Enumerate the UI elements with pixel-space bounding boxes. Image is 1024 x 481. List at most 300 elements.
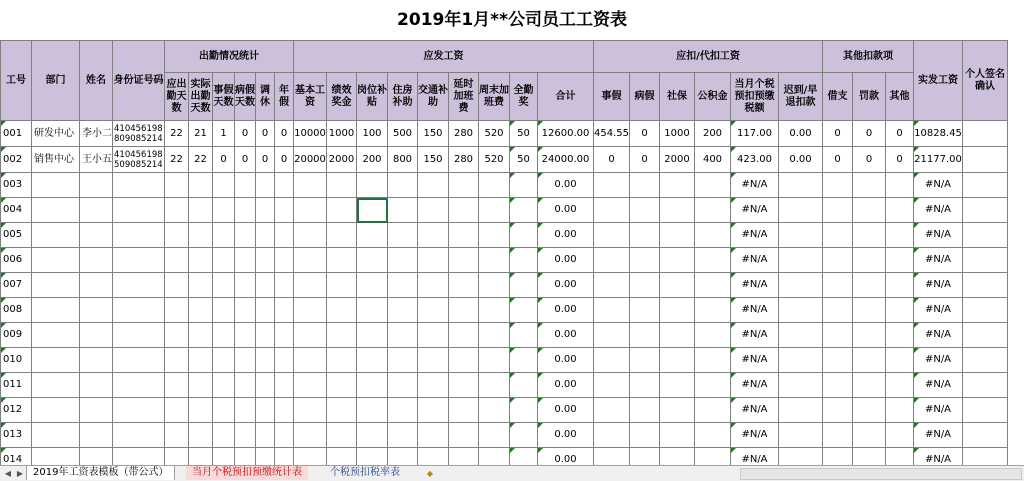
cell-transport[interactable]	[418, 223, 449, 248]
cell-idcard[interactable]	[113, 298, 165, 323]
cell-idcard[interactable]	[113, 223, 165, 248]
cell-sick-ded[interactable]	[630, 198, 660, 223]
cell-sick-days[interactable]	[235, 298, 256, 323]
cell-shift-off[interactable]	[256, 198, 275, 223]
cell-loan[interactable]	[823, 298, 853, 323]
cell-sick-days[interactable]	[235, 348, 256, 373]
cell-due-days[interactable]	[165, 398, 189, 423]
cell-shift-off[interactable]	[256, 298, 275, 323]
cell-base[interactable]	[294, 273, 327, 298]
cell-leave-ded[interactable]	[594, 223, 630, 248]
cell-tax[interactable]: #N/A	[731, 248, 779, 273]
cell-overtime[interactable]: 280	[449, 147, 479, 173]
cell-post[interactable]: 100	[357, 121, 388, 147]
cell-other[interactable]	[886, 348, 914, 373]
cell-social[interactable]: 2000	[660, 147, 695, 173]
cell-tax[interactable]: #N/A	[731, 373, 779, 398]
cell-tax[interactable]: #N/A	[731, 223, 779, 248]
cell-dept[interactable]	[32, 173, 80, 198]
cell-late[interactable]	[779, 398, 823, 423]
sheet-tab-tax-rates[interactable]: 个税预扣税率表	[330, 467, 400, 478]
cell-transport[interactable]	[418, 373, 449, 398]
cell-dept[interactable]: 销售中心	[32, 147, 80, 173]
cell-actual-days[interactable]: 22	[189, 147, 213, 173]
cell-dept[interactable]	[32, 198, 80, 223]
cell-tax[interactable]: 423.00	[731, 147, 779, 173]
cell-shift-off[interactable]: 0	[256, 121, 275, 147]
cell-weekend[interactable]	[479, 248, 510, 273]
cell-post[interactable]	[357, 298, 388, 323]
cell-id[interactable]: 005	[1, 223, 32, 248]
cell-actual-days[interactable]	[189, 323, 213, 348]
cell-shift-off[interactable]	[256, 398, 275, 423]
cell-overtime[interactable]	[449, 298, 479, 323]
cell-base[interactable]	[294, 323, 327, 348]
cell-transport[interactable]	[418, 298, 449, 323]
cell-late[interactable]	[779, 423, 823, 448]
cell-due-days[interactable]	[165, 373, 189, 398]
cell-name[interactable]	[80, 198, 113, 223]
cell-total[interactable]: 12600.00	[538, 121, 594, 147]
cell-id[interactable]: 011	[1, 373, 32, 398]
cell-fine[interactable]	[853, 348, 886, 373]
col-header-id[interactable]: 工号	[1, 41, 32, 121]
cell-sick-ded[interactable]: 0	[630, 121, 660, 147]
cell-shift-off[interactable]	[256, 223, 275, 248]
cell-shift-off[interactable]	[256, 173, 275, 198]
col-header-post[interactable]: 岗位补贴	[357, 73, 388, 121]
cell-housing[interactable]	[388, 298, 418, 323]
cell-weekend[interactable]	[479, 373, 510, 398]
cell-sign[interactable]	[963, 173, 1008, 198]
cell-housing[interactable]: 500	[388, 121, 418, 147]
cell-sick-ded[interactable]	[630, 273, 660, 298]
cell-social[interactable]	[660, 373, 695, 398]
col-header-base[interactable]: 基本工资	[294, 73, 327, 121]
cell-leave-days[interactable]: 0	[213, 147, 235, 173]
cell-actual-days[interactable]	[189, 423, 213, 448]
col-header-fund[interactable]: 公积金	[695, 73, 731, 121]
col-header-attendance-bonus[interactable]: 全勤奖	[510, 73, 538, 121]
cell-base[interactable]: 20000	[294, 147, 327, 173]
cell-dept[interactable]	[32, 398, 80, 423]
cell-id[interactable]: 013	[1, 423, 32, 448]
cell-dept[interactable]	[32, 423, 80, 448]
cell-sign[interactable]	[963, 223, 1008, 248]
col-header-fine[interactable]: 罚款	[853, 73, 886, 121]
cell-id[interactable]: 014	[1, 448, 32, 473]
cell-name[interactable]	[80, 173, 113, 198]
cell-dept[interactable]	[32, 323, 80, 348]
cell-late[interactable]	[779, 248, 823, 273]
cell-other[interactable]	[886, 323, 914, 348]
cell-overtime[interactable]	[449, 373, 479, 398]
cell-fine[interactable]	[853, 373, 886, 398]
cell-perf[interactable]	[327, 248, 357, 273]
cell-perf[interactable]	[327, 173, 357, 198]
cell-actual-days[interactable]	[189, 298, 213, 323]
cell-due-days[interactable]: 22	[165, 121, 189, 147]
cell-post[interactable]	[357, 398, 388, 423]
cell-fund[interactable]: 200	[695, 121, 731, 147]
cell-idcard[interactable]	[113, 398, 165, 423]
cell-fine[interactable]	[853, 298, 886, 323]
cell-post[interactable]	[357, 198, 388, 223]
cell-attendance-bonus[interactable]	[510, 423, 538, 448]
cell-leave-ded[interactable]	[594, 423, 630, 448]
cell-due-days[interactable]	[165, 248, 189, 273]
cell-overtime[interactable]: 280	[449, 121, 479, 147]
cell-tax[interactable]: #N/A	[731, 298, 779, 323]
cell-overtime[interactable]	[449, 423, 479, 448]
cell-annual-leave[interactable]	[275, 398, 294, 423]
col-header-loan[interactable]: 借支	[823, 73, 853, 121]
cell-transport[interactable]	[418, 398, 449, 423]
cell-leave-ded[interactable]	[594, 298, 630, 323]
cell-total[interactable]: 0.00	[538, 198, 594, 223]
cell-total[interactable]: 0.00	[538, 273, 594, 298]
cell-leave-ded[interactable]	[594, 248, 630, 273]
cell-late[interactable]	[779, 198, 823, 223]
cell-total[interactable]: 0.00	[538, 223, 594, 248]
cell-due-days[interactable]	[165, 198, 189, 223]
cell-attendance-bonus[interactable]: 50	[510, 147, 538, 173]
cell-id[interactable]: 004	[1, 198, 32, 223]
col-header-actual-days[interactable]: 实际出勤天数	[189, 73, 213, 121]
cell-fund[interactable]	[695, 248, 731, 273]
cell-weekend[interactable]	[479, 348, 510, 373]
cell-post[interactable]	[357, 273, 388, 298]
cell-due-days[interactable]	[165, 173, 189, 198]
cell-leave-ded[interactable]	[594, 348, 630, 373]
cell-shift-off[interactable]	[256, 423, 275, 448]
cell-base[interactable]	[294, 248, 327, 273]
cell-fund[interactable]	[695, 298, 731, 323]
cell-transport[interactable]	[418, 423, 449, 448]
cell-due-days[interactable]	[165, 298, 189, 323]
col-header-transport[interactable]: 交通补助	[418, 73, 449, 121]
col-header-total[interactable]: 合计	[538, 73, 594, 121]
cell-social[interactable]	[660, 323, 695, 348]
cell-sick-days[interactable]: 0	[235, 121, 256, 147]
col-header-late[interactable]: 迟到/早退扣款	[779, 73, 823, 121]
cell-tax[interactable]: #N/A	[731, 273, 779, 298]
cell-transport[interactable]	[418, 348, 449, 373]
cell-housing[interactable]	[388, 348, 418, 373]
cell-perf[interactable]	[327, 323, 357, 348]
group-header-attendance[interactable]: 出勤情况统计	[165, 41, 294, 73]
cell-social[interactable]	[660, 223, 695, 248]
cell-fine[interactable]	[853, 398, 886, 423]
cell-actual-days[interactable]	[189, 398, 213, 423]
cell-net[interactable]: #N/A	[914, 298, 963, 323]
cell-name[interactable]	[80, 398, 113, 423]
sheet-tab-salary-template[interactable]: 2019年工资表模板（带公式）	[26, 466, 175, 480]
cell-other[interactable]	[886, 373, 914, 398]
cell-dept[interactable]: 研发中心	[32, 121, 80, 147]
cell-sick-days[interactable]	[235, 223, 256, 248]
cell-late[interactable]	[779, 273, 823, 298]
cell-name[interactable]	[80, 223, 113, 248]
cell-net[interactable]: #N/A	[914, 248, 963, 273]
cell-perf[interactable]	[327, 223, 357, 248]
cell-shift-off[interactable]	[256, 323, 275, 348]
cell-total[interactable]: 0.00	[538, 348, 594, 373]
cell-attendance-bonus[interactable]	[510, 223, 538, 248]
cell-attendance-bonus[interactable]	[510, 273, 538, 298]
cell-transport[interactable]: 150	[418, 121, 449, 147]
cell-loan[interactable]	[823, 398, 853, 423]
cell-net[interactable]: #N/A	[914, 198, 963, 223]
cell-due-days[interactable]	[165, 423, 189, 448]
cell-other[interactable]	[886, 423, 914, 448]
group-header-payable[interactable]: 应发工资	[294, 41, 594, 73]
cell-sick-ded[interactable]	[630, 298, 660, 323]
cell-loan[interactable]	[823, 348, 853, 373]
cell-overtime[interactable]	[449, 198, 479, 223]
cell-idcard[interactable]	[113, 423, 165, 448]
cell-net[interactable]: #N/A	[914, 173, 963, 198]
cell-sign[interactable]	[963, 273, 1008, 298]
cell-fund[interactable]	[695, 373, 731, 398]
cell-transport[interactable]	[418, 198, 449, 223]
cell-idcard[interactable]	[113, 373, 165, 398]
cell-sick-days[interactable]	[235, 198, 256, 223]
cell-attendance-bonus[interactable]	[510, 173, 538, 198]
cell-perf[interactable]	[327, 273, 357, 298]
cell-base[interactable]	[294, 423, 327, 448]
cell-total[interactable]: 0.00	[538, 298, 594, 323]
cell-fund[interactable]: 400	[695, 147, 731, 173]
col-header-perf[interactable]: 绩效奖金	[327, 73, 357, 121]
cell-perf[interactable]: 2000	[327, 147, 357, 173]
horizontal-scrollbar[interactable]	[740, 468, 1022, 480]
col-header-tax[interactable]: 当月个税预扣预缴税额	[731, 73, 779, 121]
cell-sign[interactable]	[963, 348, 1008, 373]
cell-idcard[interactable]	[113, 248, 165, 273]
cell-housing[interactable]	[388, 423, 418, 448]
cell-loan[interactable]	[823, 273, 853, 298]
cell-dept[interactable]	[32, 373, 80, 398]
cell-fine[interactable]	[853, 198, 886, 223]
cell-sick-ded[interactable]	[630, 173, 660, 198]
cell-perf[interactable]	[327, 373, 357, 398]
cell-other[interactable]	[886, 298, 914, 323]
cell-dept[interactable]	[32, 348, 80, 373]
cell-net[interactable]: 10828.45	[914, 121, 963, 147]
cell-name[interactable]	[80, 248, 113, 273]
cell-actual-days[interactable]	[189, 348, 213, 373]
cell-fine[interactable]	[853, 423, 886, 448]
cell-leave-days[interactable]	[213, 173, 235, 198]
cell-sign[interactable]	[963, 398, 1008, 423]
cell-perf[interactable]	[327, 298, 357, 323]
cell-perf[interactable]	[327, 423, 357, 448]
cell-social[interactable]	[660, 398, 695, 423]
cell-sick-days[interactable]	[235, 398, 256, 423]
add-sheet-icon[interactable]: ◆	[426, 469, 434, 478]
cell-annual-leave[interactable]	[275, 423, 294, 448]
cell-name[interactable]: 李小二	[80, 121, 113, 147]
cell-attendance-bonus[interactable]	[510, 348, 538, 373]
cell-sick-ded[interactable]	[630, 223, 660, 248]
cell-sick-days[interactable]	[235, 323, 256, 348]
cell-leave-days[interactable]	[213, 273, 235, 298]
cell-sign[interactable]	[963, 298, 1008, 323]
cell-attendance-bonus[interactable]: 50	[510, 121, 538, 147]
cell-base[interactable]	[294, 348, 327, 373]
cell-fund[interactable]	[695, 198, 731, 223]
cell-fine[interactable]	[853, 173, 886, 198]
cell-weekend[interactable]: 520	[479, 147, 510, 173]
cell-sick-days[interactable]: 0	[235, 147, 256, 173]
col-header-overtime[interactable]: 延时加班费	[449, 73, 479, 121]
cell-total[interactable]: 0.00	[538, 373, 594, 398]
cell-other[interactable]	[886, 173, 914, 198]
cell-leave-days[interactable]	[213, 348, 235, 373]
cell-transport[interactable]: 150	[418, 147, 449, 173]
cell-attendance-bonus[interactable]	[510, 323, 538, 348]
cell-due-days[interactable]	[165, 323, 189, 348]
cell-sick-ded[interactable]	[630, 373, 660, 398]
cell-overtime[interactable]	[449, 273, 479, 298]
group-header-deductions[interactable]: 应扣/代扣工资	[594, 41, 823, 73]
cell-sign[interactable]	[963, 248, 1008, 273]
cell-leave-days[interactable]	[213, 223, 235, 248]
cell-loan[interactable]	[823, 373, 853, 398]
cell-weekend[interactable]	[479, 298, 510, 323]
cell-net[interactable]: #N/A	[914, 348, 963, 373]
cell-overtime[interactable]	[449, 223, 479, 248]
cell-leave-days[interactable]	[213, 298, 235, 323]
cell-social[interactable]	[660, 198, 695, 223]
col-header-sick-ded[interactable]: 病假	[630, 73, 660, 121]
cell-sick-days[interactable]	[235, 173, 256, 198]
cell-tax[interactable]: #N/A	[731, 423, 779, 448]
cell-social[interactable]: 1000	[660, 121, 695, 147]
cell-base[interactable]	[294, 298, 327, 323]
cell-sick-ded[interactable]	[630, 248, 660, 273]
cell-loan[interactable]	[823, 423, 853, 448]
cell-total[interactable]: 0.00	[538, 398, 594, 423]
cell-leave-ded[interactable]	[594, 198, 630, 223]
col-header-social[interactable]: 社保	[660, 73, 695, 121]
cell-idcard[interactable]	[113, 348, 165, 373]
cell-weekend[interactable]	[479, 423, 510, 448]
cell-leave-ded[interactable]: 0	[594, 147, 630, 173]
cell-late[interactable]	[779, 223, 823, 248]
cell-annual-leave[interactable]	[275, 323, 294, 348]
cell-idcard[interactable]: 410456198809085214	[113, 121, 165, 147]
cell-id[interactable]: 010	[1, 348, 32, 373]
cell-total[interactable]: 0.00	[538, 323, 594, 348]
col-header-weekend[interactable]: 周末加班费	[479, 73, 510, 121]
col-header-sign[interactable]: 个人签名确认	[963, 41, 1008, 121]
group-header-other-deductions[interactable]: 其他扣款项	[823, 41, 914, 73]
cell-attendance-bonus[interactable]	[510, 248, 538, 273]
col-header-idcard[interactable]: 身份证号码	[113, 41, 165, 121]
cell-leave-ded[interactable]	[594, 398, 630, 423]
cell-weekend[interactable]	[479, 223, 510, 248]
cell-leave-ded[interactable]	[594, 173, 630, 198]
cell-housing[interactable]	[388, 323, 418, 348]
col-header-housing[interactable]: 住房补助	[388, 73, 418, 121]
cell-net[interactable]: #N/A	[914, 448, 963, 473]
first-sheet-icon[interactable]: ◀	[4, 469, 12, 478]
cell-post[interactable]	[357, 423, 388, 448]
cell-actual-days[interactable]	[189, 173, 213, 198]
cell-base[interactable]	[294, 223, 327, 248]
col-header-leave-ded[interactable]: 事假	[594, 73, 630, 121]
cell-late[interactable]	[779, 298, 823, 323]
cell-post[interactable]	[357, 248, 388, 273]
cell-due-days[interactable]	[165, 223, 189, 248]
cell-id[interactable]: 002	[1, 147, 32, 173]
cell-shift-off[interactable]	[256, 248, 275, 273]
cell-name[interactable]	[80, 298, 113, 323]
cell-id[interactable]: 008	[1, 298, 32, 323]
next-sheet-icon[interactable]: ▶	[16, 469, 24, 478]
cell-housing[interactable]	[388, 173, 418, 198]
cell-tax[interactable]: #N/A	[731, 348, 779, 373]
cell-dept[interactable]	[32, 298, 80, 323]
cell-loan[interactable]	[823, 248, 853, 273]
cell-name[interactable]	[80, 373, 113, 398]
cell-shift-off[interactable]: 0	[256, 147, 275, 173]
cell-leave-ded[interactable]	[594, 373, 630, 398]
cell-fund[interactable]	[695, 173, 731, 198]
cell-actual-days[interactable]	[189, 248, 213, 273]
col-header-due-days[interactable]: 应出勤天数	[165, 73, 189, 121]
cell-shift-off[interactable]	[256, 348, 275, 373]
cell-annual-leave[interactable]	[275, 298, 294, 323]
cell-leave-days[interactable]	[213, 248, 235, 273]
cell-net[interactable]: #N/A	[914, 398, 963, 423]
cell-annual-leave[interactable]	[275, 373, 294, 398]
cell-annual-leave[interactable]: 0	[275, 147, 294, 173]
cell-annual-leave[interactable]	[275, 348, 294, 373]
cell-late[interactable]	[779, 373, 823, 398]
cell-transport[interactable]	[418, 273, 449, 298]
cell-id[interactable]: 003	[1, 173, 32, 198]
cell-net[interactable]: #N/A	[914, 273, 963, 298]
cell-transport[interactable]	[418, 173, 449, 198]
cell-total[interactable]: 0.00	[538, 448, 594, 473]
cell-sick-days[interactable]	[235, 273, 256, 298]
cell-late[interactable]	[779, 323, 823, 348]
cell-other[interactable]: 0	[886, 121, 914, 147]
cell-base[interactable]	[294, 398, 327, 423]
cell-tax[interactable]: #N/A	[731, 198, 779, 223]
cell-sick-ded[interactable]	[630, 323, 660, 348]
cell-other[interactable]	[886, 248, 914, 273]
cell-perf[interactable]	[327, 198, 357, 223]
cell-other[interactable]	[886, 198, 914, 223]
cell-name[interactable]	[80, 348, 113, 373]
cell-name[interactable]	[80, 323, 113, 348]
cell-other[interactable]: 0	[886, 147, 914, 173]
cell-housing[interactable]	[388, 223, 418, 248]
cell-late[interactable]: 0.00	[779, 147, 823, 173]
cell-post[interactable]: 200	[357, 147, 388, 173]
cell-sign[interactable]	[963, 147, 1008, 173]
cell-total[interactable]: 0.00	[538, 173, 594, 198]
cell-fine[interactable]	[853, 223, 886, 248]
cell-loan[interactable]	[823, 173, 853, 198]
cell-housing[interactable]	[388, 398, 418, 423]
cell-overtime[interactable]	[449, 323, 479, 348]
cell-leave-ded[interactable]: 454.55	[594, 121, 630, 147]
